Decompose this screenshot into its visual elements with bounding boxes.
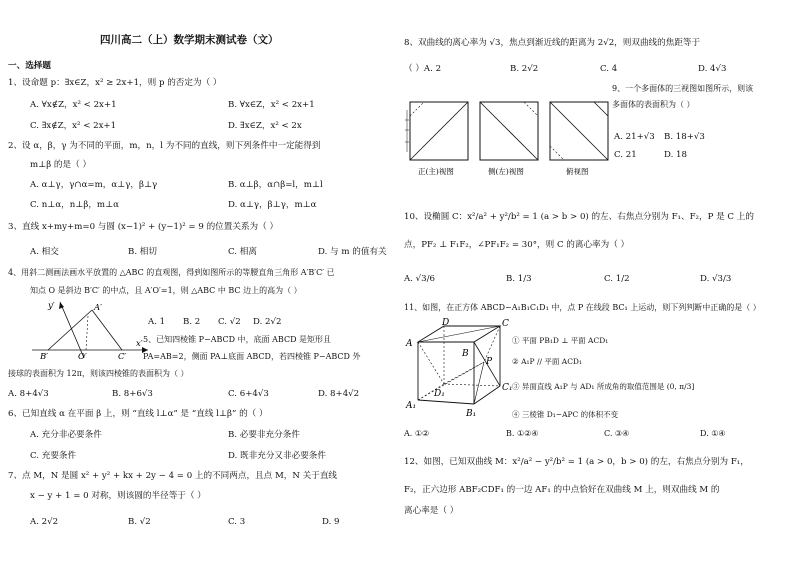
axis-x-label: x′ [136,339,143,349]
q8-option-a: （ ）A. 2 [404,64,442,74]
question-6-stem: 6、已知直线 α 在平面 β 上，则 “直线 l⊥α” 是 “直线 l⊥β” 的（ ） [8,409,268,419]
question-7-stem: 7、点 M，N 是圆 x² + y² + kx + 2y − 4 = 0 上的不同两点，且点 M，N 关于直线 [8,471,338,481]
q4-option-a: A. 1 [148,317,166,327]
vertex-a-label: A [406,339,413,349]
three-view-figure [404,96,614,178]
q11-statement-4: ④ 三棱锥 D₁−APC 的体积不变 [512,410,619,419]
question-2-stem-cont: m⊥β 的是（ ） [30,160,92,170]
q3-option-d: D. 与 m 的值有关 [318,247,387,257]
question-4-stem: 4、用斜二测画法画水平放置的 △ABC 的直观图，得到如图所示的等腰直角三角形 A′B′C′ 已 [8,268,335,277]
vertex-a1-label: A₁ [406,401,417,411]
q11-option-c: C. ③④ [604,429,630,438]
q3-option-c: C. 相离 [228,247,257,257]
q8-option-c: C. 4 [600,64,618,74]
q6-option-b: B. 必要非充分条件 [228,430,300,440]
q6-option-a: A. 充分非必要条件 [30,430,102,440]
question-10-stem: 10、设椭圆 C：x²/a² + y²/b² = 1 (a > b > 0) 的左、右焦点分别为 F₁、F₂，P 是 C 上的 [404,212,754,222]
q5-option-a: A. 8+4√3 [8,389,49,399]
q7-option-d: D. 9 [322,517,340,527]
question-5-stem-cont: PA=AB=2，侧面 PA⊥底面 ABCD，若四棱锥 P−ABCD 外 [143,352,361,361]
vertex-d-label: D [442,318,450,328]
axis-y-label: y′ [48,301,55,311]
vertex-d1-label: D₁ [434,389,445,399]
q1-option-a: A. ∀x∉Z，x² < 2x+1 [30,100,117,110]
vertex-b-label: B [462,349,469,359]
q6-option-d: D. 既非充分又非必要条件 [228,451,326,461]
cube-figure [404,316,513,419]
q6-option-c: C. 充要条件 [30,451,77,461]
question-9-stem-cont: 多面体的表面积为（ ） [612,100,695,109]
q7-option-b: B. √2 [128,517,151,527]
q10-option-c: C. 1/2 [604,274,630,284]
vertex-c-label: C′ [118,352,127,362]
q9-option-b: B. 18+√3 [664,132,705,142]
q11-option-d: D. ①④ [700,429,726,438]
vertex-a-label: A′ [94,303,103,313]
q4-option-b: B. 2 [183,317,201,327]
question-4-stem-cont: 知点 O 是斜边 B′C′ 的中点，且 A′O′=1，则 △ABC 中 BC 边上的高为（ ） [30,286,302,295]
q11-option-b: B. ①②④ [506,429,539,438]
q10-option-b: B. 1/3 [506,274,532,284]
side-view-label: 侧(左)视图 [488,167,524,176]
q8-option-b: B. 2√2 [510,64,539,74]
oblique-triangle-figure [30,296,150,362]
origin-label: O′ [78,352,87,362]
question-2-stem: 2、设 α，β，γ 为不同的平面，m，n，l 为不同的直线，则下列条件中一定能得到 [8,141,321,151]
q11-statement-2: ② A₁P // 平面 ACD₁ [512,357,582,366]
question-1-stem: 1、设命题 p：∃x∈Z，x² ≥ 2x+1，则 p 的否定为（ ） [8,78,222,88]
q11-statement-3: ③ 异面直线 A₁P 与 AD₁ 所成角的取值范围是 (0, π/3] [512,382,695,391]
q10-option-d: D. √3/3 [700,274,732,284]
q3-option-b: B. 相切 [128,247,157,257]
q4-option-c: C. √2 [218,317,241,327]
q2-option-a: A. α⊥γ，γ∩α=m，α⊥γ，β⊥γ [30,180,158,190]
question-9-stem: 9、一个多面体的三视图如图所示，则该 [612,84,754,93]
q4-option-d: D. 2√2 [253,317,282,327]
point-p-label: P [486,357,493,367]
top-view-label: 俯视图 [566,167,589,176]
question-8-stem: 8、双曲线的离心率为 √3，焦点到渐近线的距离为 2√2，则双曲线的焦距等于 [404,38,701,48]
question-5-stem: 5、已知四棱锥 P−ABCD 中，底面 ABCD 是矩形且 [143,335,332,344]
q11-option-a: A. ①② [404,429,430,438]
q3-option-a: A. 相交 [30,247,59,257]
vertex-b1-label: B₁ [466,409,477,419]
q1-option-b: B. ∀x∈Z，x² < 2x+1 [228,100,315,110]
q8-option-d: D. 4√3 [698,64,727,74]
question-7-stem-cont: x − y + 1 = 0 对称，则该圆的半径等于（ ） [30,491,206,501]
q2-option-c: C. n⊥α，n⊥β，m⊥α [30,200,119,210]
q7-option-a: A. 2√2 [30,517,59,527]
question-12-stem: 12、如图，已知双曲线 M：x²/a² − y²/b² = 1 (a > 0，b > 0) 的左，右焦点分别为 F₁， [404,457,749,467]
question-12-stem-cont2: 离心率是（ ） [404,506,459,516]
q1-option-d: D. ∃x∈Z，x² < 2x [228,121,302,131]
q2-option-b: B. α⊥β，α∩β=l，m⊥l [228,180,323,190]
question-10-stem-cont: 点，PF₂ ⊥ F₁F₂，∠PF₁F₂ = 30°，则 C 的离心率为（ ） [404,240,630,250]
q10-option-a: A. √3/6 [404,274,435,284]
front-view-label: 正(主)视图 [418,167,454,176]
q5-option-b: B. 8+6√3 [112,389,153,399]
q5-option-c: C. 6+4√3 [228,389,269,399]
q9-option-d: D. 18 [664,150,687,160]
vertex-c-label: C [502,319,509,329]
vertex-c1-label: C₁ [502,383,513,393]
q5-option-d: D. 8+4√2 [318,389,360,399]
q2-option-d: D. α⊥γ，β⊥γ，m⊥α [228,200,317,210]
q9-option-c: C. 21 [614,150,637,160]
q7-option-c: C. 3 [228,517,246,527]
question-11-stem: 11、如图，在正方体 ABCD−A₁B₁C₁D₁ 中，点 P 在线段 BC₁ 上运动，则下列判断中正确的是（ ） [404,303,761,312]
page-title: 四川高二（上）数学期末测试卷（文） [100,34,279,46]
section-heading: 一、选择题 [8,61,51,71]
question-12-stem-cont: F₂，正六边形 ABF₂CDF₁ 的一边 AF₁ 的中点恰好在双曲线 M 上，则双曲线 M 的 [404,485,720,495]
question-5-stem-cont2: 接球的表面积为 12π，则该四棱锥的表面积为（ ） [8,369,189,378]
q9-option-a: A. 21+√3 [614,132,655,142]
q11-statement-1: ① 平面 PB₁D ⊥ 平面 ACD₁ [512,336,609,345]
question-3-stem: 3、直线 x+my+m=0 与圆 (x−1)² + (y−1)² = 9 的位置关系为（ ） [8,222,279,232]
vertex-b-label: B′ [40,352,49,362]
q1-option-c: C. ∃x∉Z，x² < 2x+1 [30,121,117,131]
